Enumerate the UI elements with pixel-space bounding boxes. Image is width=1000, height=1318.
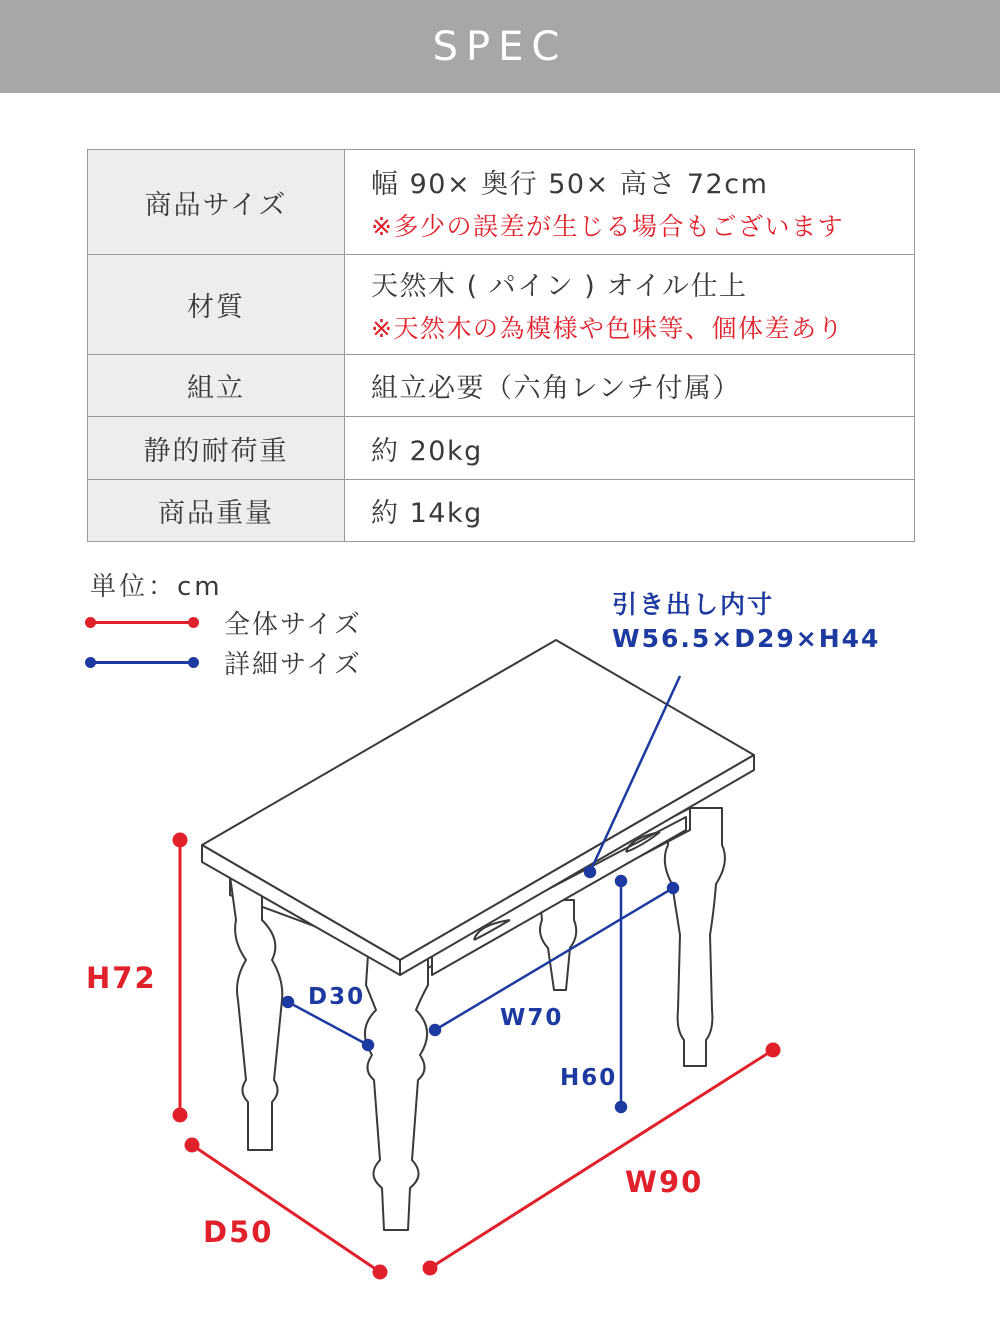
- h60-dot-top: [616, 876, 626, 886]
- load-value: 約 20kg: [371, 435, 483, 467]
- w70-dot-end: [668, 883, 678, 893]
- unit-label: 単位：cm: [90, 572, 223, 602]
- dim-h72-label: H72: [86, 961, 157, 995]
- leg-back-right: [665, 808, 725, 1066]
- d50-dot-end: [374, 1266, 386, 1278]
- leg-back-left: [540, 900, 576, 990]
- leg-front-left: [230, 876, 282, 1150]
- row-label-size: 商品サイズ: [88, 150, 345, 255]
- row-label-assembly: 組立: [88, 355, 345, 417]
- legend-detail-label: 詳細サイズ: [224, 649, 362, 680]
- dim-h60-label: H60: [560, 1065, 618, 1091]
- weight-value: 約 14kg: [371, 498, 483, 529]
- h60-dot-bottom: [616, 1102, 626, 1112]
- row-label-weight: 商品重量: [88, 480, 345, 542]
- h72-dot-top: [174, 834, 186, 846]
- material-note: ※天然木の為模様や色味等、個体差あり: [371, 314, 844, 343]
- w70-dot-start: [430, 1025, 440, 1035]
- dim-w70-label: W70: [500, 1005, 564, 1031]
- w90-dot-end: [767, 1044, 779, 1056]
- leg-front-corner: [365, 955, 428, 1230]
- d50-line: [192, 1145, 380, 1272]
- assembly-value: 組立必要（六角レンチ付属）: [371, 373, 741, 404]
- dim-w90-label: W90: [625, 1165, 704, 1199]
- table-illustration: [202, 640, 754, 1230]
- d30-dot-end: [363, 1040, 373, 1050]
- h72-dot-bottom: [174, 1109, 186, 1121]
- page-title: SPEC: [432, 23, 568, 70]
- drawer-inner-title: 引き出し内寸: [612, 590, 775, 619]
- d50-dot-start: [186, 1139, 198, 1151]
- row-label-material: 材質: [88, 255, 345, 355]
- d30-dot-start: [283, 997, 293, 1007]
- drawer-inner-dims: W56.5×D29×H44: [612, 624, 881, 653]
- size-note: ※多少の誤差が生じる場合もございます: [371, 211, 844, 241]
- size-value: 幅 90× 奥行 50× 高さ 72cm: [371, 168, 769, 200]
- drawer-pointer-dot: [585, 867, 595, 877]
- dim-d30-label: D30: [308, 984, 366, 1010]
- w90-dot-start: [424, 1262, 436, 1274]
- dim-d50-label: D50: [203, 1215, 274, 1249]
- row-label-load: 静的耐荷重: [88, 417, 345, 480]
- material-value: 天然木 ( パイン ) オイル仕上: [371, 271, 748, 302]
- legend-overall-label: 全体サイズ: [224, 609, 362, 640]
